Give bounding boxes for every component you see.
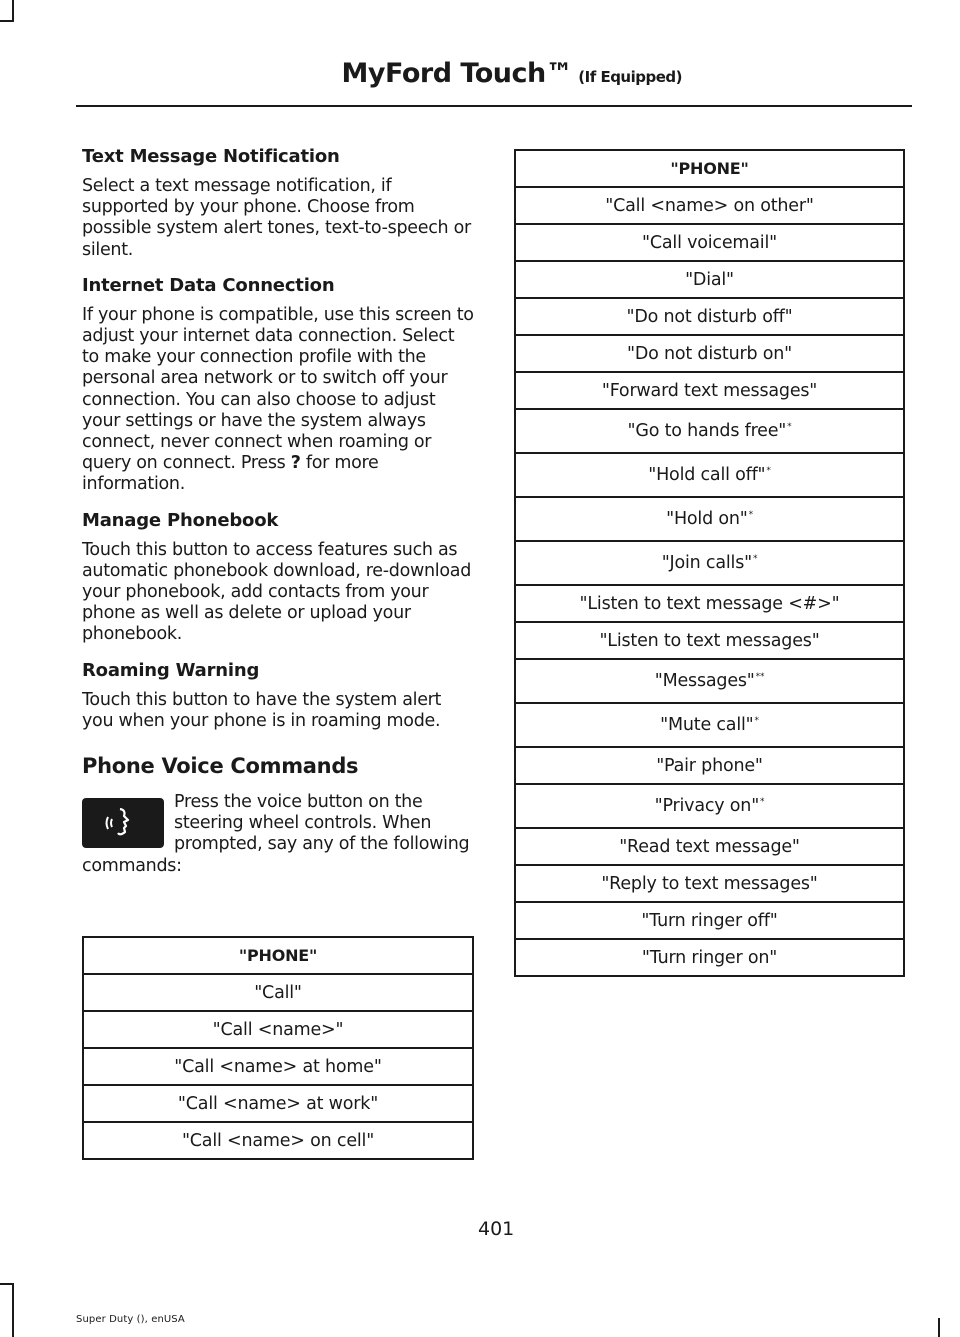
command-cell: [515, 372, 904, 409]
command-cell: [515, 187, 904, 224]
table-row: [515, 298, 904, 335]
section-heading-voice-commands: Phone Voice Commands: [82, 754, 359, 779]
command-cell: [515, 541, 904, 585]
page-header-title: [342, 58, 682, 89]
voice-commands-intro: [82, 792, 474, 877]
command-text: "Forward text messages": [601, 380, 818, 401]
table-row: [515, 409, 904, 453]
command-cell: [515, 902, 904, 939]
header-divider: [76, 105, 912, 107]
table-row: [83, 1122, 473, 1159]
command-text: "Dial": [685, 269, 734, 290]
page-number: 401: [478, 1218, 515, 1240]
table-row: [83, 1011, 473, 1048]
command-cell: [83, 974, 473, 1011]
command-text: "Hold on": [666, 509, 748, 529]
command-text: "Call <name> on other": [605, 195, 814, 216]
table-row: [515, 497, 904, 541]
crop-mark: [938, 1318, 940, 1337]
command-cell: [83, 1048, 473, 1085]
command-cell: [515, 703, 904, 747]
command-cell: [515, 747, 904, 784]
table-row: [515, 335, 904, 372]
command-cell: [515, 409, 904, 453]
command-cell: [515, 335, 904, 372]
table-row: [83, 1085, 473, 1122]
table-row: [515, 453, 904, 497]
command-text: "Hold call off": [648, 465, 766, 485]
table-row: [515, 372, 904, 409]
left-column: [82, 146, 474, 877]
section-heading-phonebook: Manage Phonebook: [82, 509, 279, 531]
table-row: [515, 902, 904, 939]
footnote-marker: *: [748, 510, 753, 521]
command-text: "Read text message": [619, 836, 800, 857]
table-row: [515, 784, 904, 828]
command-text: "Turn ringer off": [641, 910, 778, 931]
table-row: [515, 541, 904, 585]
command-text: "Call <name> at home": [174, 1056, 382, 1077]
internet-body-before: If your phone is compatible, use this screen to adjust your internet data connection. Select to make your connection profile with the personal area network or to switch off your connection. You can also choose to adjust your settings or have the system always connect, never connect when roaming or query on connect. Press: [82, 304, 474, 474]
command-text: "Mute call": [660, 715, 754, 735]
table-row: [83, 974, 473, 1011]
table-row: [515, 865, 904, 902]
command-text: "Join calls": [661, 553, 752, 573]
table-row: [515, 828, 904, 865]
voice-command-icon: [82, 798, 164, 848]
command-text: "Call <name> at work": [177, 1093, 379, 1114]
footnote-marker: *: [766, 466, 771, 477]
command-cell: [515, 497, 904, 541]
footnote-marker: *: [760, 797, 765, 808]
table-header: "PHONE": [83, 937, 473, 974]
command-text: "Go to hands free": [627, 421, 787, 441]
header-title-main: MyFord Touch™: [341, 58, 573, 89]
table-row: [515, 224, 904, 261]
command-text: "Pair phone": [656, 755, 763, 776]
crop-mark: [12, 0, 14, 22]
section-body-text-message: Select a text message notification, if supported by your phone. Choose from possible system alert tones, text-to-speech or silent.: [82, 176, 471, 260]
command-cell: [515, 865, 904, 902]
crop-mark: [0, 20, 14, 22]
footnote-marker: *: [787, 422, 792, 433]
footnote-marker: **: [755, 672, 765, 683]
command-text: "Listen to text message <#>": [579, 593, 840, 614]
footnote-marker: *: [754, 716, 759, 727]
command-text: "Do not disturb off": [626, 306, 793, 327]
table-row: [515, 261, 904, 298]
phone-commands-table-right: [514, 149, 905, 977]
crop-mark: [12, 1283, 14, 1337]
section-heading-text-message: Text Message Notification: [82, 146, 340, 167]
command-cell: [515, 939, 904, 976]
table-row: [515, 703, 904, 747]
command-text: "Call": [254, 982, 302, 1003]
command-cell: [83, 1085, 473, 1122]
command-cell: [83, 1122, 473, 1159]
table-row: [515, 659, 904, 703]
internet-body-after: for more information.: [82, 453, 379, 495]
command-text: "Call voicemail": [642, 232, 777, 253]
command-text: "Messages": [654, 671, 755, 691]
command-cell: [515, 622, 904, 659]
command-text: "Reply to text messages": [601, 873, 818, 894]
command-cell: [515, 453, 904, 497]
section-heading-internet: Internet Data Connection: [82, 274, 335, 296]
section-body-phonebook: Touch this button to access features such as automatic phonebook download, re-download your phonebook, add contacts from your phone as well as delete or upload your phonebook.: [82, 539, 472, 645]
phone-commands-table-left: [82, 936, 474, 1160]
crop-mark: [0, 1283, 14, 1285]
command-cell: [515, 585, 904, 622]
section-heading-roaming: Roaming Warning: [82, 659, 260, 681]
command-text: "Turn ringer on": [641, 947, 778, 968]
command-cell: [515, 298, 904, 335]
command-cell: [515, 784, 904, 828]
command-cell: [515, 828, 904, 865]
command-text: "Privacy on": [654, 796, 760, 816]
command-text: "Listen to text messages": [599, 630, 820, 651]
command-text: "Call <name> on cell": [181, 1130, 375, 1151]
section-body-roaming: Touch this button to have the system alert you when your phone is in roaming mode.: [82, 689, 442, 731]
section-body-internet: [82, 305, 474, 496]
command-text: "Call <name>": [212, 1019, 344, 1040]
table-row: [515, 622, 904, 659]
voice-commands-body: Press the voice button on the steering wheel controls. When prompted, say any of the following commands:: [82, 792, 470, 876]
command-text: "Do not disturb on": [627, 343, 792, 364]
table-row: [515, 939, 904, 976]
footnote-marker: *: [752, 554, 758, 565]
table-header: "PHONE": [515, 150, 904, 187]
command-cell: [515, 224, 904, 261]
table-row: [515, 187, 904, 224]
command-cell: [83, 1011, 473, 1048]
table-row: [515, 585, 904, 622]
table-row: [83, 1048, 473, 1085]
command-cell: [515, 261, 904, 298]
help-icon: ?: [290, 453, 301, 474]
command-cell: [515, 659, 904, 703]
footer-text: Super Duty (), enUSA: [76, 1314, 185, 1325]
header-title-subtitle: (If Equipped): [578, 68, 682, 86]
table-row: [515, 747, 904, 784]
